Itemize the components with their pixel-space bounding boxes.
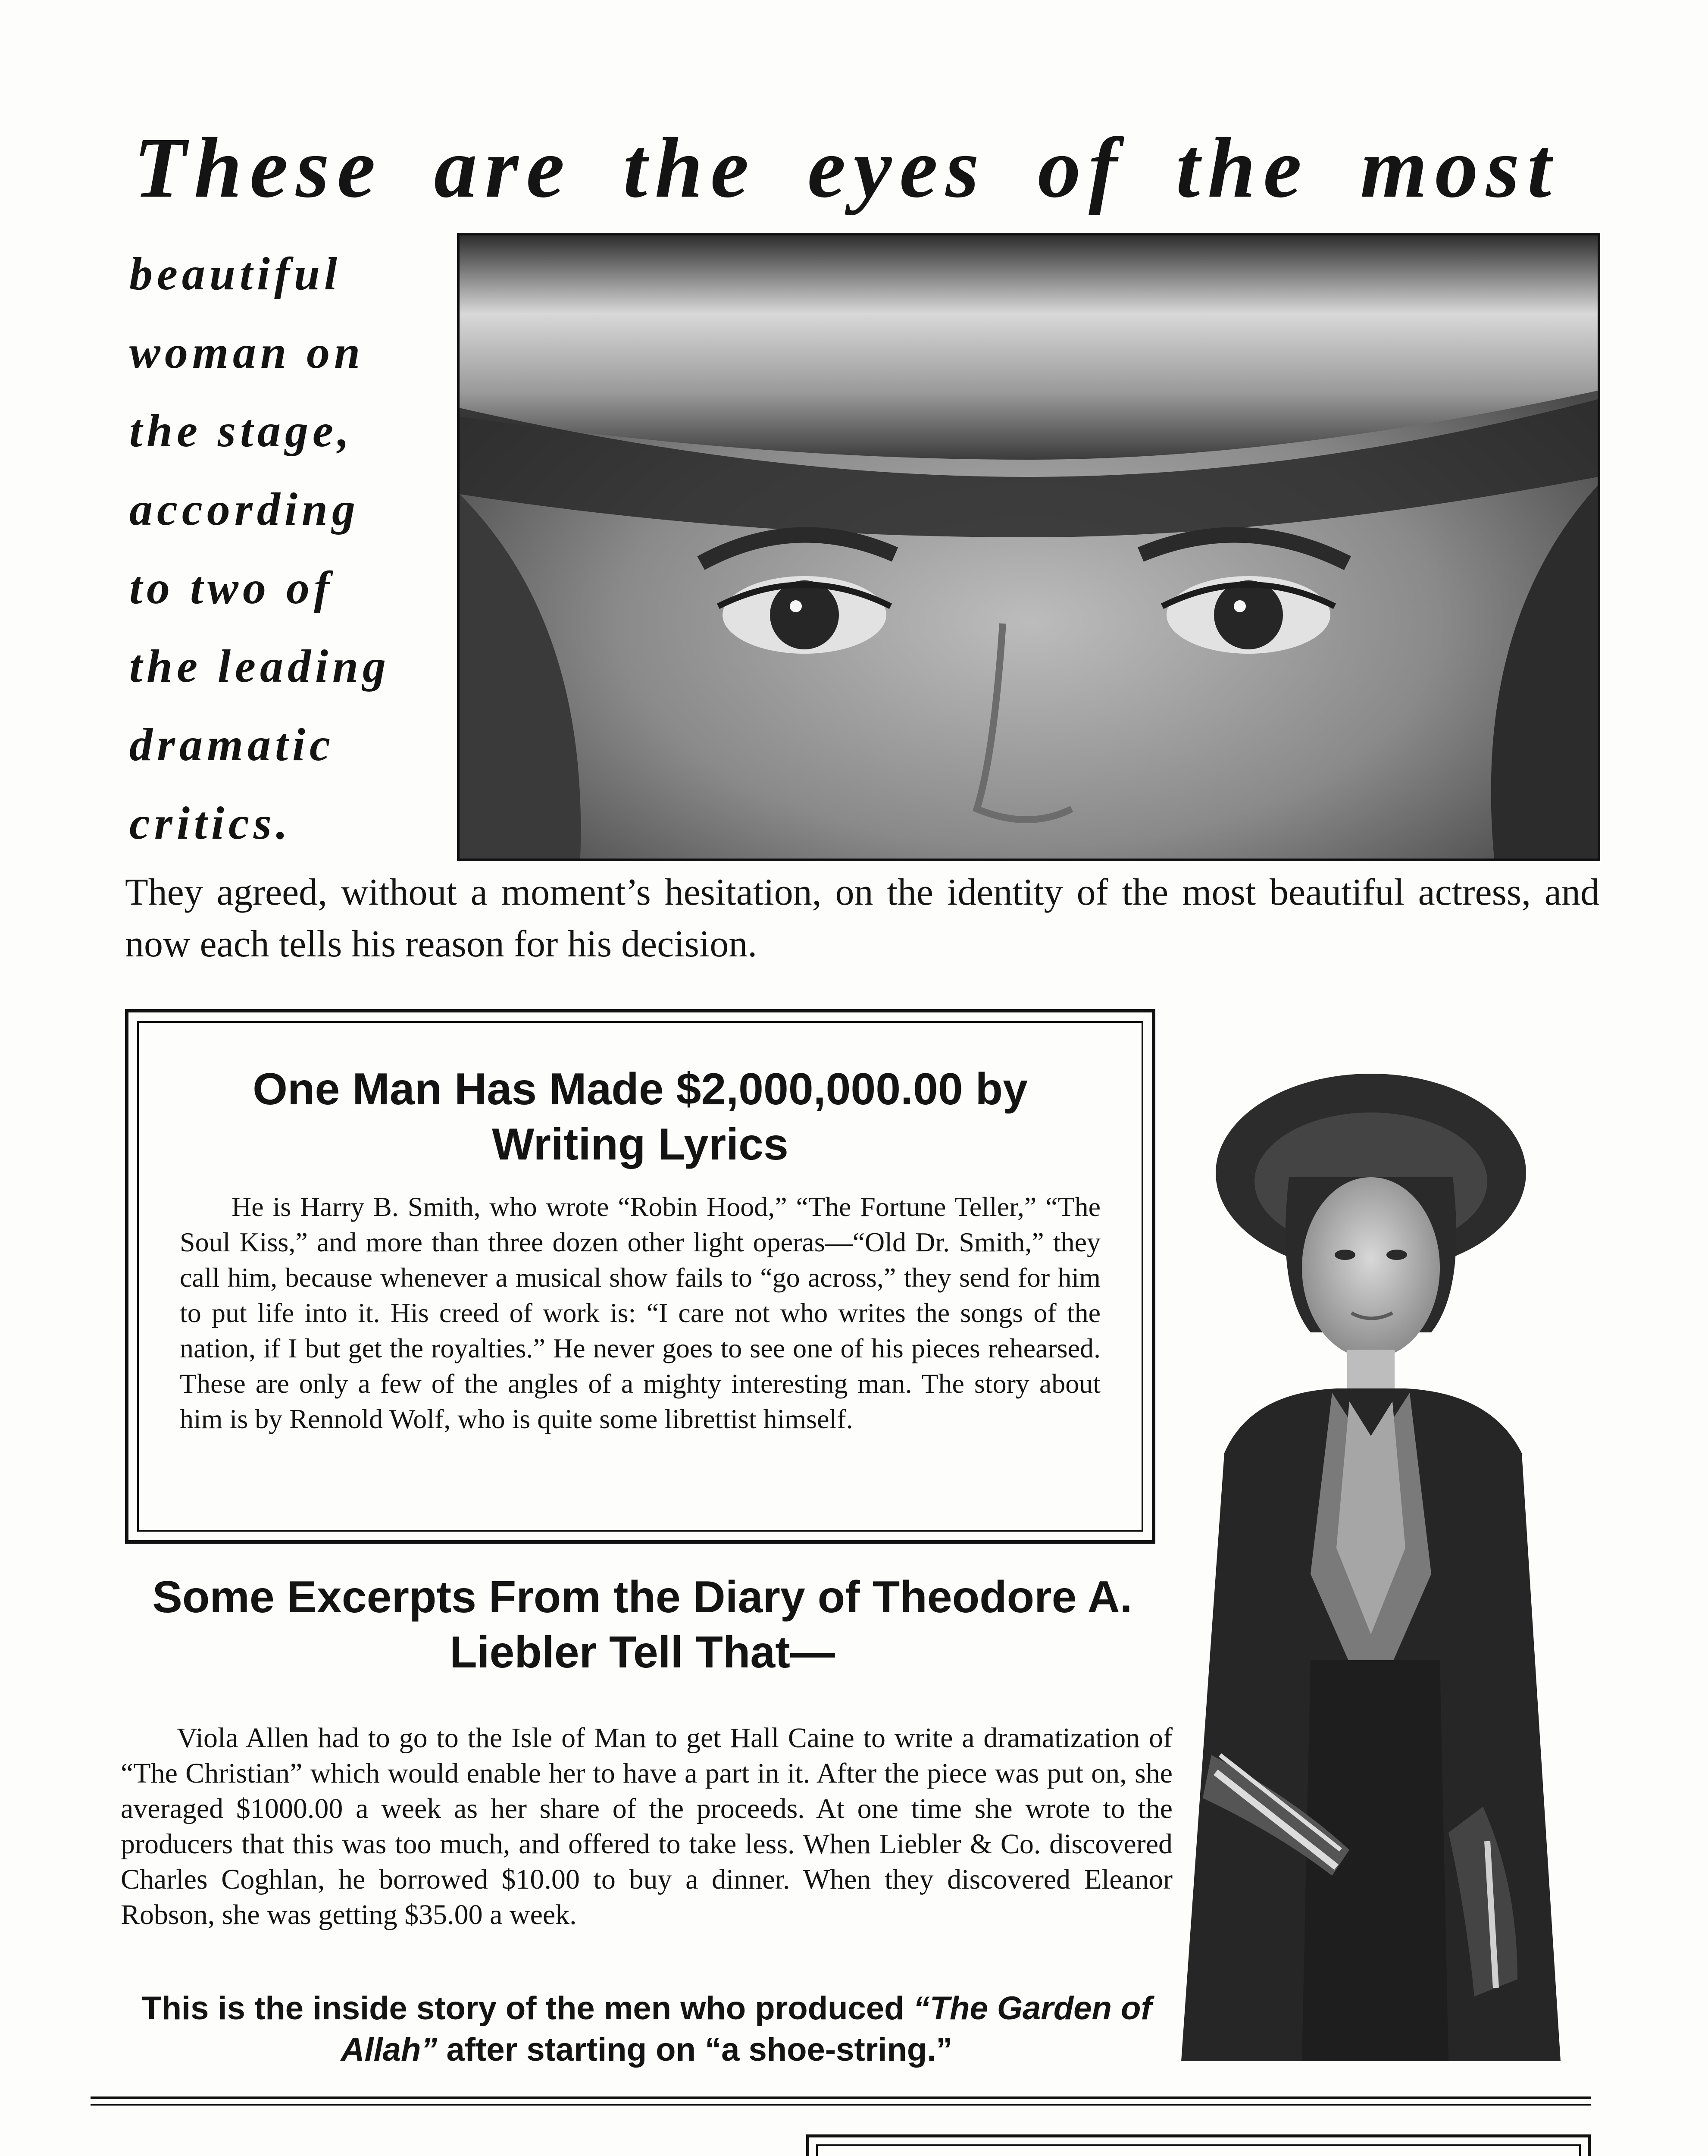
quote-inner bbox=[816, 2144, 1581, 2156]
side-caption-line: beautiful bbox=[129, 248, 342, 300]
intro-paragraph: They agreed, without a moment’s hesitation, on the identity of the most beautiful actress, and now each tells his reason for his decision. bbox=[125, 871, 1599, 965]
headline: These are the eyes of the most bbox=[134, 120, 1559, 216]
side-caption-line: according bbox=[129, 484, 360, 535]
diary-footer-text-2: after starting on “a shoe-string.” bbox=[437, 2031, 953, 2068]
side-caption-line: woman on bbox=[129, 327, 365, 378]
lyrics-article-body: He is Harry B. Smith, who wrote “Robin Hood,” “The Fortune Teller,” “The Soul Kiss,” and more than three dozen other light operas—“Old Dr. Smith,” they call him, because whenever a musical show fails to “go across,” they send for him to put life into it. His creed of work is: “I care not who writes the songs of the nation, if I but get the royalties.” He never goes to see one of his pieces rehearsed. These are only a few of the angles of a mighty interesting man. The story about him is by Rennold Wolf, who is quite some librettist himself. bbox=[180, 1191, 1101, 1434]
diary-footer-play-title: “The Garden of Allah” bbox=[341, 1990, 1152, 2068]
side-caption-line: the leading bbox=[129, 641, 391, 692]
side-caption-line: to two of bbox=[129, 562, 334, 614]
diary-article-footer bbox=[129, 1988, 1164, 2071]
side-caption bbox=[129, 235, 448, 863]
footer-rule-top-thin bbox=[91, 2104, 1591, 2106]
side-caption-line: dramatic bbox=[129, 719, 335, 771]
diary-footer-text-1: This is the inside story of the men who produced bbox=[141, 1990, 913, 2027]
diary-article-title: Some Excerpts From the Diary of Theodore A. Liebler Tell That— bbox=[152, 1572, 1132, 1677]
lyrics-article-box bbox=[125, 1009, 1155, 1544]
eyes-photo bbox=[457, 233, 1600, 861]
footer-rule-top bbox=[91, 2096, 1591, 2099]
lyrics-article-title: One Man Has Made $2,000,000.00 by Writing Lyrics bbox=[253, 1064, 1028, 1169]
lyrics-article-inner bbox=[137, 1021, 1143, 1532]
side-caption-line: critics. bbox=[129, 798, 292, 849]
woman-portrait bbox=[1147, 1065, 1621, 2061]
side-caption-line: the stage, bbox=[129, 405, 353, 457]
diary-article-body: Viola Allen had to go to the Isle of Man to get Hall Caine to write a dramatization of “The Christian” which would enable her to have a part in it. After the piece was put on, she averaged $1000.00 a week as her share of the proceeds. At one time she wrote to the producers that this was too much, and offered to take less. When Liebler & Co. discovered Charles Coghlan, he borrowed $10.00 to buy a dinner. When they discovered Eleanor Robson, she was getting $35.00 a week. bbox=[121, 1722, 1173, 1930]
quote-box bbox=[806, 2134, 1591, 2156]
